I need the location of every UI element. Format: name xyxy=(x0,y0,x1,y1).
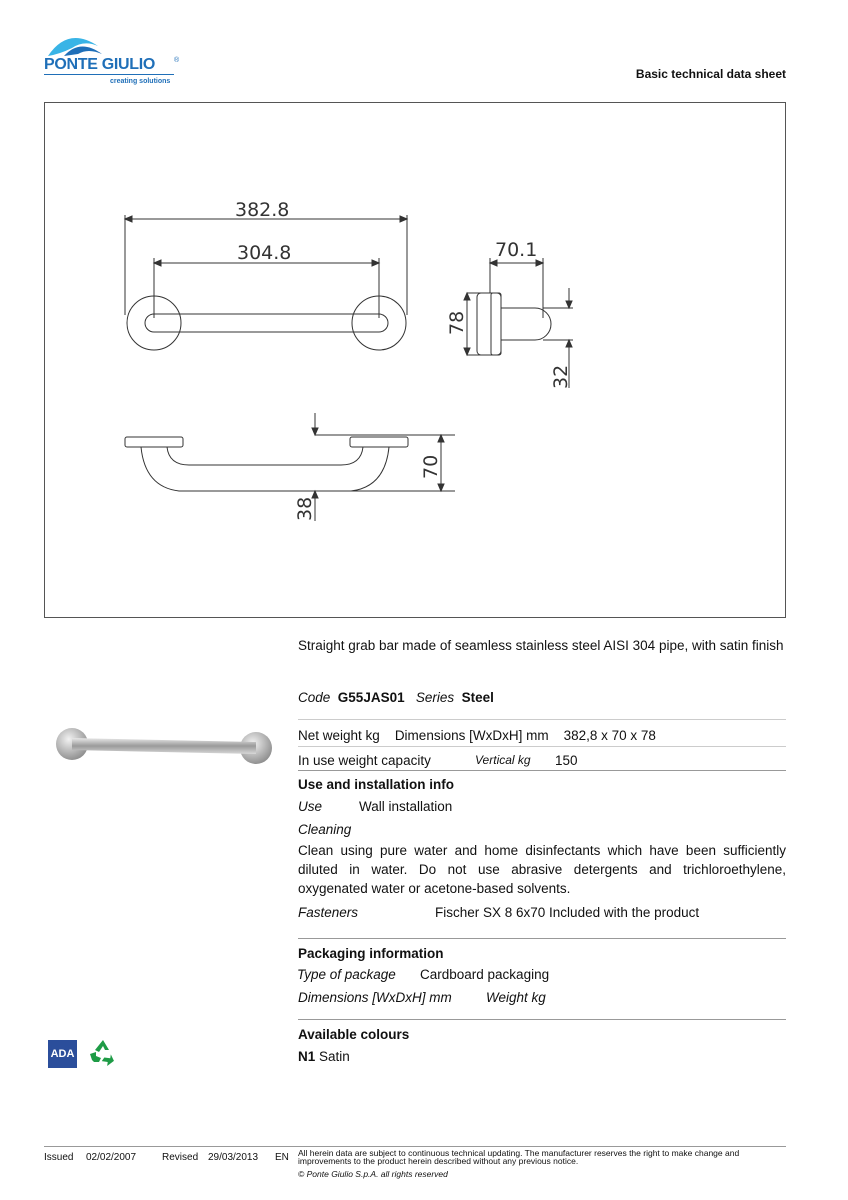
front-view xyxy=(125,215,407,350)
drawing-canvas xyxy=(45,103,787,619)
dim-projection: 70.1 xyxy=(495,239,538,261)
cleaning-text: Clean using pure water and home disinfectants which have been sufficiently diluted in water. Do not use abrasive detergents and trichloroethylene, oxygenated water or acetone-based solvents. xyxy=(298,843,786,896)
brand-logo xyxy=(42,32,182,92)
dim-clearance: 38 xyxy=(294,496,316,521)
colour-name: Satin xyxy=(319,1049,350,1064)
divider xyxy=(298,1019,786,1020)
net-weight-label: Net weight kg xyxy=(298,728,380,743)
capacity-label: In use weight capacity xyxy=(298,753,431,768)
product-series: Steel xyxy=(461,690,494,705)
vertical-label: Vertical kg xyxy=(475,753,531,767)
ada-badge: ADA xyxy=(48,1040,77,1068)
package-dimensions-row xyxy=(298,988,786,1007)
top-right-flange xyxy=(350,437,408,447)
dim-depth: 70 xyxy=(420,454,442,479)
use-row xyxy=(298,797,786,816)
top-bar-outer xyxy=(141,447,389,491)
notice-line-2: improvements to the product herein described without any previous notice. xyxy=(298,1156,579,1166)
revised-date: 29/03/2013 xyxy=(208,1152,259,1163)
fasteners-value: Fischer SX 8 6x70 Included with the product xyxy=(435,905,700,920)
top-left-flange xyxy=(125,437,183,447)
package-type-label: Type of package xyxy=(297,967,396,982)
side-flange xyxy=(491,293,501,355)
colour-code: N1 xyxy=(298,1049,316,1064)
divider xyxy=(298,938,786,939)
revised-label: Revised xyxy=(162,1152,199,1163)
vertical-value: 150 xyxy=(555,753,578,768)
product-description: Straight grab bar made of seamless stainless steel AISI 304 pipe, with satin finish xyxy=(298,638,784,653)
issued-label: Issued xyxy=(44,1152,74,1163)
use-label: Use xyxy=(298,799,323,814)
spec-dimensions-row xyxy=(298,726,786,745)
code-label: Code xyxy=(298,690,331,705)
colour-row xyxy=(298,1047,786,1066)
use-info-heading: Use and installation info xyxy=(298,777,455,792)
use-value: Wall installation xyxy=(359,799,453,814)
copyright: © Ponte Giulio S.p.A. all rights reserved xyxy=(298,1169,448,1179)
registered-mark: ® xyxy=(174,57,180,64)
dimensions-value: 382,8 x 70 x 78 xyxy=(563,728,656,743)
brand-name: PONTE GIULIO xyxy=(44,56,156,73)
dimensions-label: Dimensions [WxDxH] mm xyxy=(394,728,549,743)
divider xyxy=(298,746,786,747)
recycle-icon xyxy=(88,1038,118,1068)
divider xyxy=(298,719,786,720)
divider xyxy=(298,770,786,771)
notice-line-1: All herein data are subject to continuous technical updating. The manufacturer reserves the right to make change and xyxy=(298,1148,740,1158)
colours-heading: Available colours xyxy=(298,1027,410,1042)
fasteners-row xyxy=(298,903,786,922)
package-type-value: Cardboard packaging xyxy=(420,967,550,982)
top-view xyxy=(125,413,455,521)
top-bar-inner xyxy=(167,447,363,465)
document-title: Basic technical data sheet xyxy=(635,67,786,81)
dim-overall-width: 382.8 xyxy=(235,199,290,221)
product-photo xyxy=(50,720,278,772)
issued-date: 02/02/2007 xyxy=(86,1152,137,1163)
cleaning-label: Cleaning xyxy=(298,822,352,837)
dim-center-distance: 304.8 xyxy=(237,242,292,264)
brand-tagline: creating solutions xyxy=(110,78,171,85)
footer-notice xyxy=(298,1149,778,1165)
grab-bar-image xyxy=(50,720,278,772)
package-type-row xyxy=(297,965,785,984)
technical-drawing xyxy=(44,102,786,618)
product-code-line xyxy=(298,688,786,707)
series-label: Series xyxy=(415,690,455,705)
package-weight-label: Weight kg xyxy=(486,990,546,1005)
footer-divider xyxy=(44,1146,786,1147)
product-code: G55JAS01 xyxy=(337,690,405,705)
dim-flange-height: 78 xyxy=(446,310,468,335)
package-dimensions-label: Dimensions [WxDxH] mm xyxy=(298,990,452,1005)
packaging-heading: Packaging information xyxy=(298,946,444,961)
fasteners-label: Fasteners xyxy=(298,905,359,920)
spec-capacity-row xyxy=(298,751,786,770)
dim-tube-diameter: 32 xyxy=(550,364,572,389)
logo-underline xyxy=(44,74,174,75)
language-code: EN xyxy=(275,1152,289,1163)
